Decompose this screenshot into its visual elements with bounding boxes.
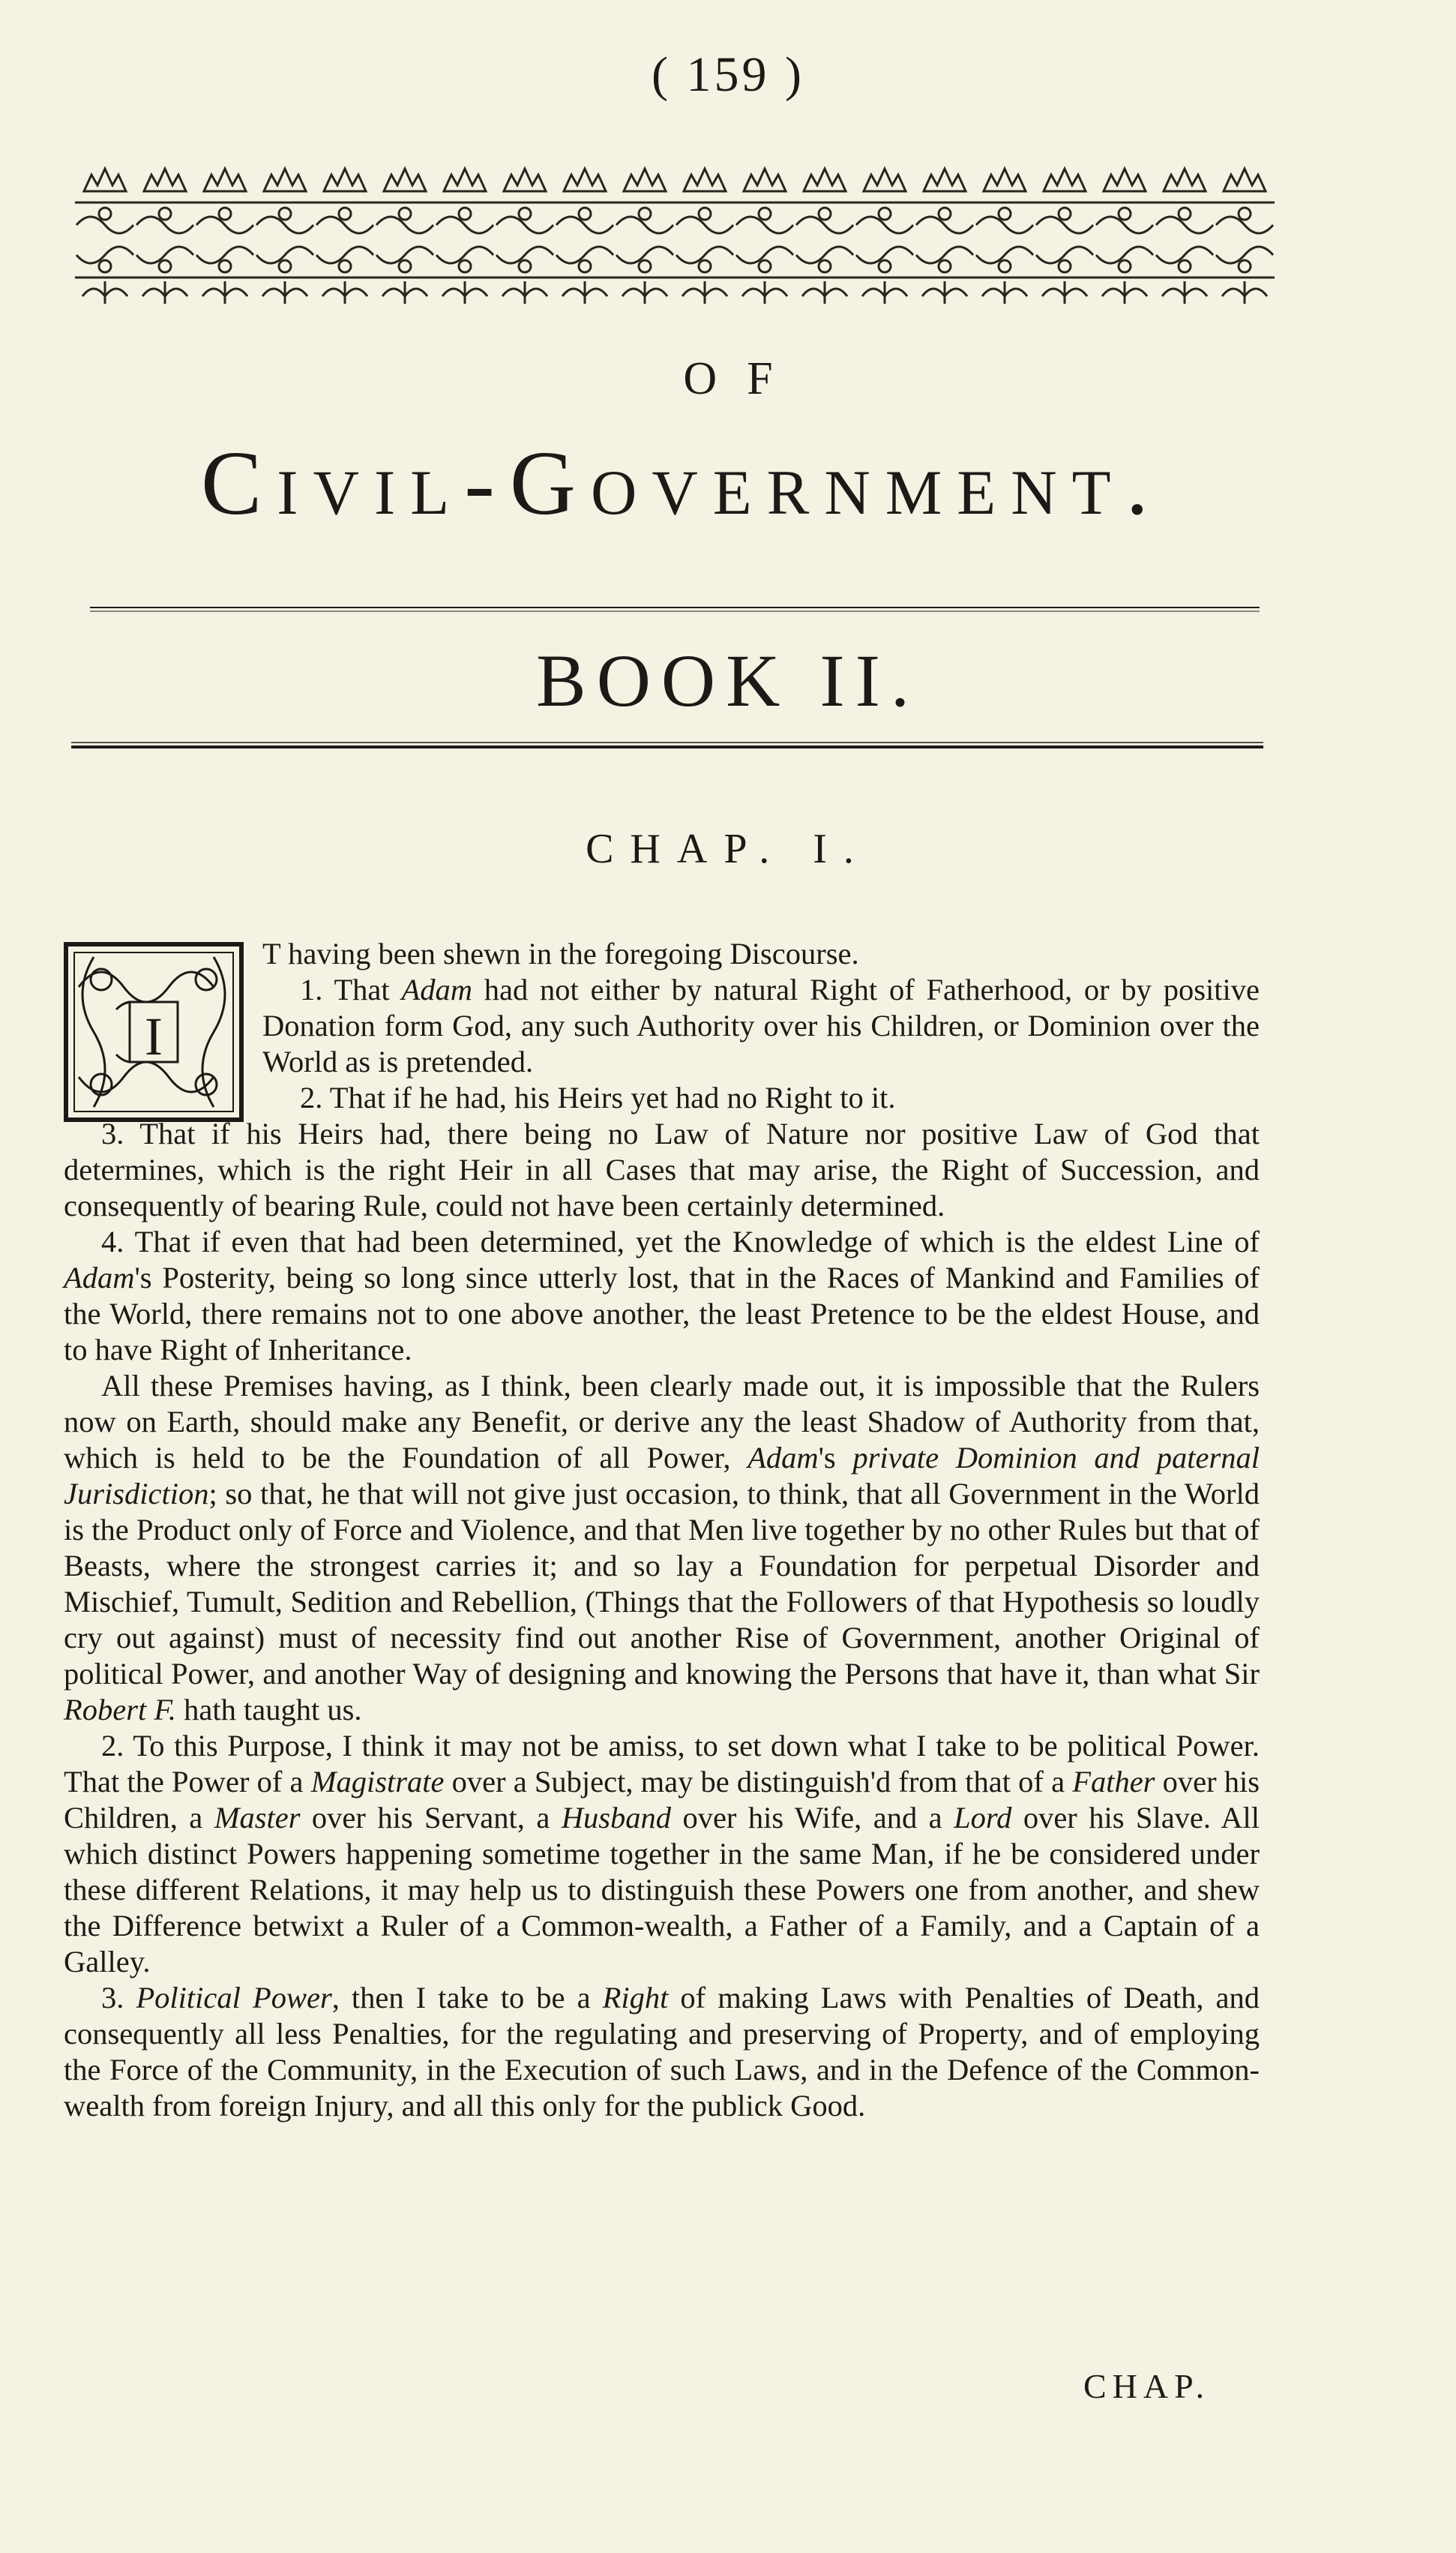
chapter-heading: CHAP. I. bbox=[586, 826, 870, 872]
title-main: Civil-Government. bbox=[200, 433, 1164, 534]
drop-cap-letter: I bbox=[145, 1006, 163, 1066]
book-rule bbox=[71, 739, 1263, 752]
paragraph-number: 2. bbox=[101, 1729, 124, 1762]
paragraph: 3. That if his Heirs had, there being no Law of Nature nor positive Law of God that determines, which is the right Heir in all Cases that may arise, the Right of Succession, and consequently of bearing Rule, could not have been certainly determined. bbox=[64, 1117, 1260, 1222]
paragraph: 1. That Adam had not either by natural Right of Fatherhood, or by positive Donation form God, any such Authority over his Children, or Dominion over the World as is pretended. bbox=[262, 973, 1260, 1078]
paragraph: All these Premises having, as I think, been clearly made out, it is impossible that the Rulers now on Earth, should make any Benefit, or derive any the least Shadow of Authority from that, which is held to be the Foundation of all Power, Adam's private Dominion and paternal Jurisdiction; so that, he that will not give just occasion, to think, that all Government in the World is the Product only of Force and Violence, and that Men live together by no other Rules but that of Beasts, where the strongest carries it; and so lay a Foundation for perpetual Disorder and Mischief, Tumult, Sedition and Rebellion, (Things that the Followers of that Hypothesis so loudly cry out against) must of necessity find out another Rise of Government, another Original of political Power, and another Way of designing and knowing the Persons that have it, than what Sir Robert F. hath taught us. bbox=[64, 1369, 1260, 1726]
paragraph: 3. Political Power, then I take to be a Right of making Laws with Penalties of Death, and consequently all less Penalties, for the regulating and preserving of Property, and of employing the Force of the Community, in the Execution of such Laws, and in the Defence of the Common-wealth from foreign Injury, and all this only for the publick Good. bbox=[64, 1981, 1260, 2122]
page-number: ( 159 ) bbox=[652, 47, 804, 102]
paragraph-number: 4. bbox=[101, 1225, 124, 1258]
title-rule bbox=[90, 604, 1260, 614]
headpiece-ornament bbox=[75, 161, 1275, 315]
title-of: OF bbox=[683, 353, 803, 404]
paragraph: 2. That if he had, his Heirs yet had no Right to it. bbox=[300, 1081, 896, 1114]
paragraph: 4. That if even that had been determined, yet the Knowledge of which is the eldest Line of Adam's Posterity, being so long since utterly lost, that in the Races of Mankind and Families of the World, there remains not to one above another, the least Pretence to be the eldest House, and to have Right of Inheritance. bbox=[64, 1225, 1260, 1366]
paragraph-number: 2. bbox=[300, 1081, 323, 1114]
paragraph: 2. To this Purpose, I think it may not be amiss, to set down what I take to be political Power. That the Power of a Magistrate over a Subject, may be distinguish'd from that of a Father over his Children, a Master over his Servant, a Husband over his Wife, and a Lord over his Slave. All which distinct Powers happening sometime together in the same Man, if he be considered under these different Relations, it may help us to distinguish these Powers one from another, and shew the Difference betwixt a Ruler of a Common-wealth, a Father of a Family, and a Captain of a Galley. bbox=[64, 1729, 1260, 1978]
paragraph-number: 3. bbox=[101, 1117, 124, 1150]
paragraph-number: 1. bbox=[300, 973, 323, 1006]
body-text bbox=[64, 936, 1260, 2124]
catchword: CHAP. bbox=[1083, 2367, 1211, 2405]
paragraph-number: 3. bbox=[101, 1981, 124, 2014]
book-title: BOOK II. bbox=[536, 639, 920, 722]
paragraph: T having been shewn in the foregoing Discourse. bbox=[262, 937, 859, 970]
